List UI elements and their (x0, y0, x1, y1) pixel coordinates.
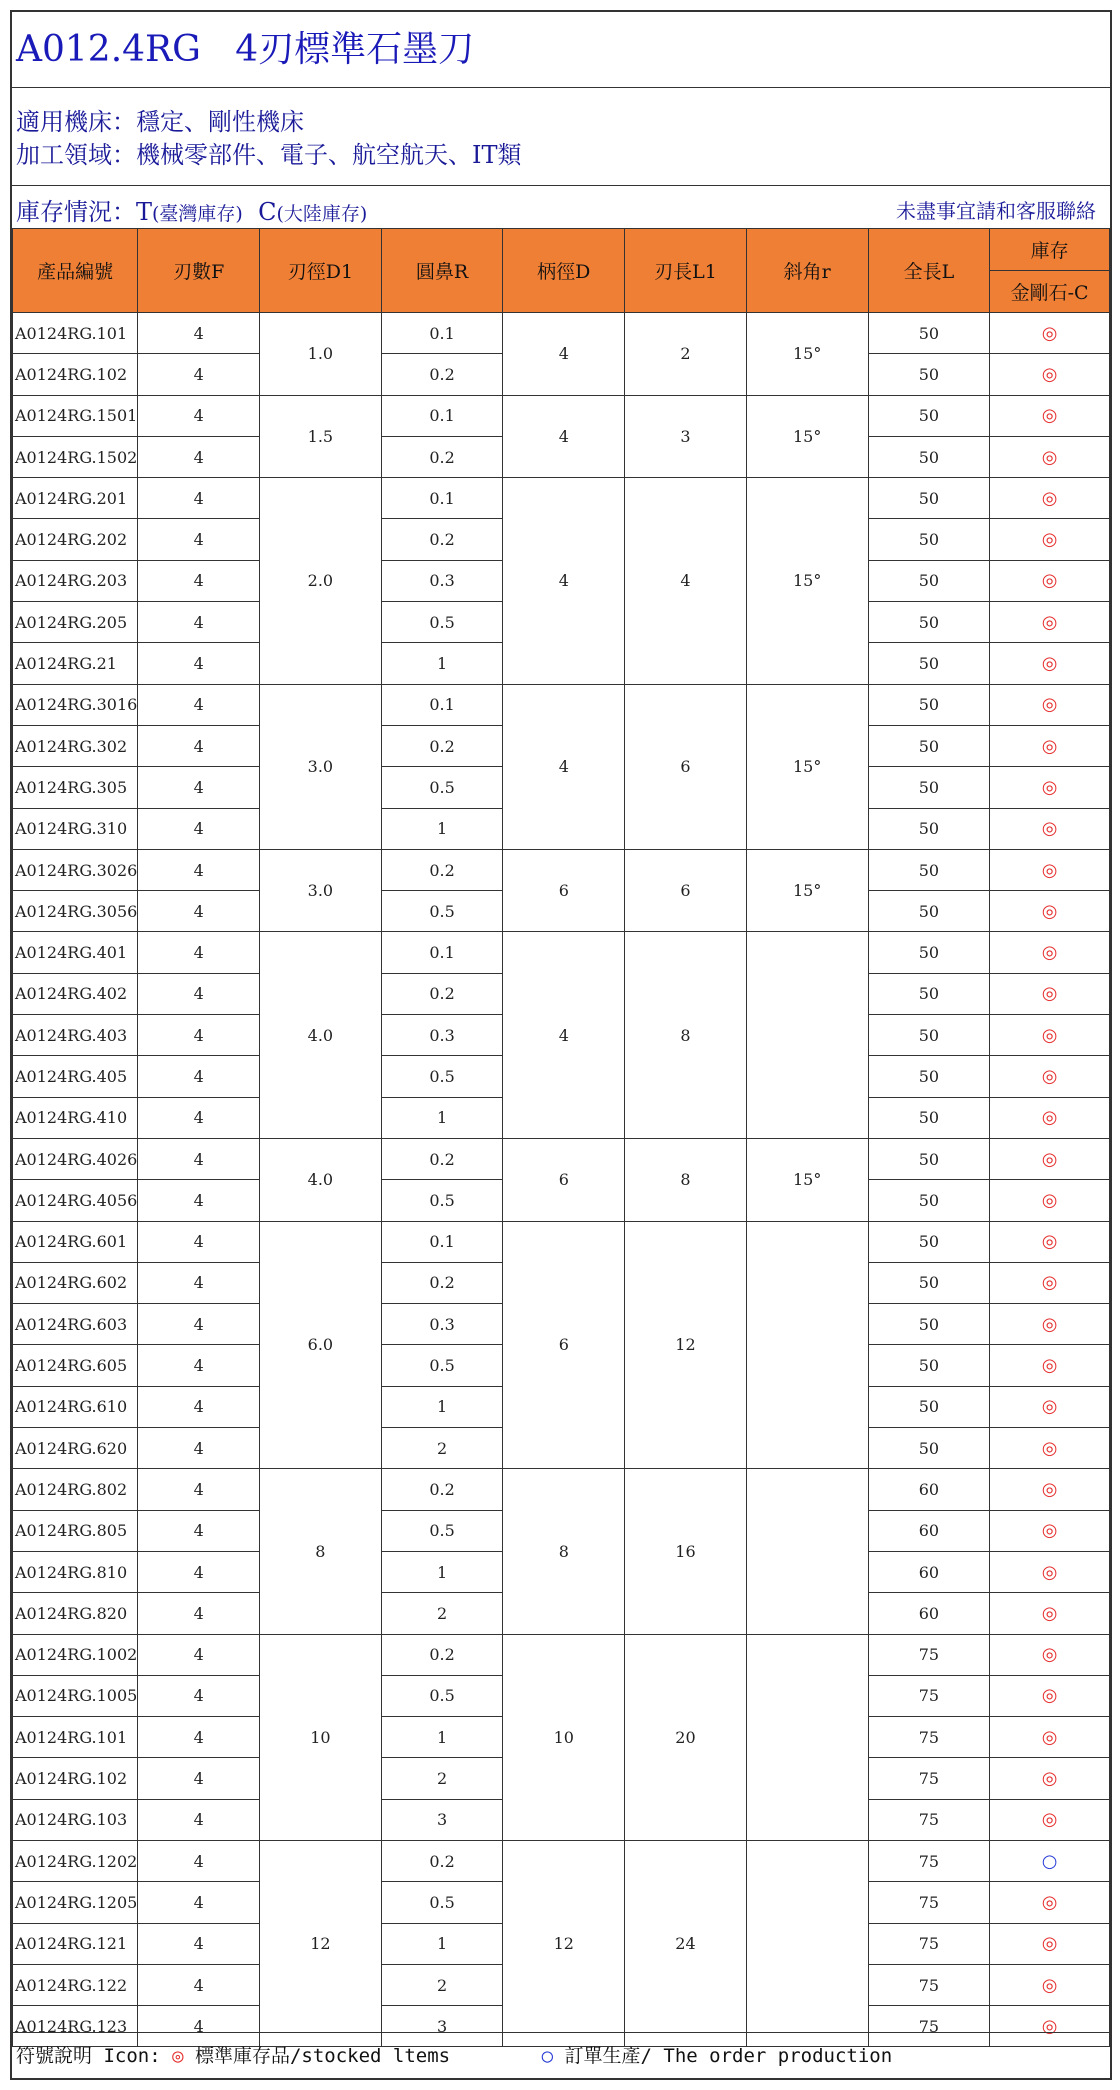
corner-radius: 0.5 (381, 1345, 503, 1386)
corner-radius: 0.1 (381, 932, 503, 973)
product-code: A0124RG.601 (13, 1221, 138, 1262)
flute-count: 4 (138, 1386, 260, 1427)
product-code: A0124RG.610 (13, 1386, 138, 1427)
product-code: A0124RG.3026 (13, 849, 138, 890)
cutting-length: 6 (625, 849, 747, 932)
flute-count: 4 (138, 1428, 260, 1469)
corner-radius: 0.1 (381, 684, 503, 725)
page-title: A012.4RG 4刃標準石墨刀 (12, 12, 1110, 88)
stocked-item-icon: ◎ (990, 849, 1110, 890)
machine-info: 適用機床：穩定、剛性機床 (16, 108, 304, 136)
shank-diameter: 4 (503, 313, 625, 396)
flute-count: 4 (138, 478, 260, 519)
stocked-item-icon: ◎ (990, 1428, 1110, 1469)
cutting-length: 4 (625, 478, 747, 684)
flute-count: 4 (138, 1138, 260, 1179)
flute-count: 4 (138, 313, 260, 354)
header-l: 全長L (868, 229, 990, 313)
flute-count: 4 (138, 1758, 260, 1799)
product-rows (13, 313, 1110, 2047)
stocked-item-icon: ◎ (990, 1469, 1110, 1510)
t-desc: (臺灣庫存) (152, 203, 243, 225)
shank-diameter: 10 (503, 1634, 625, 1840)
overall-length: 50 (868, 1304, 990, 1345)
stocked-item-icon: ◎ (990, 1510, 1110, 1551)
overall-length: 75 (868, 1964, 990, 2005)
order-production-icon: ○ (990, 1840, 1110, 1881)
product-code: A0124RG.401 (13, 932, 138, 973)
overall-length: 50 (868, 436, 990, 477)
flute-count: 4 (138, 1593, 260, 1634)
corner-radius: 0.2 (381, 725, 503, 766)
product-code: A0124RG.405 (13, 1056, 138, 1097)
cutting-diameter: 1.5 (260, 395, 382, 478)
product-code: A0124RG.602 (13, 1262, 138, 1303)
overall-length: 50 (868, 973, 990, 1014)
cutting-diameter: 4.0 (260, 1138, 382, 1221)
cutting-diameter: 1.0 (260, 313, 382, 396)
stocked-item-icon: ◎ (990, 973, 1110, 1014)
product-code: A0124RG.1205 (13, 1882, 138, 1923)
taper-angle (746, 1469, 868, 1634)
product-code: A0124RG.810 (13, 1551, 138, 1592)
stocked-item-icon: ◎ (990, 1593, 1110, 1634)
overall-length: 50 (868, 560, 990, 601)
stocked-item-icon: ◎ (990, 560, 1110, 601)
corner-radius: 0.5 (381, 1056, 503, 1097)
flute-count: 4 (138, 1634, 260, 1675)
overall-length: 50 (868, 354, 990, 395)
header-r: 圓鼻R (381, 229, 503, 313)
corner-radius: 0.1 (381, 313, 503, 354)
stock-legend (16, 192, 367, 227)
header-stock-sub: 金剛石-C (990, 271, 1110, 313)
flute-count: 4 (138, 1964, 260, 2005)
flute-count: 4 (138, 1799, 260, 1840)
cutting-diameter: 6.0 (260, 1221, 382, 1469)
corner-radius: 0.2 (381, 354, 503, 395)
product-code: A0124RG.102 (13, 1758, 138, 1799)
cutting-length: 3 (625, 395, 747, 478)
cutting-length: 20 (625, 1634, 747, 1840)
product-code: A0124RG.4026 (13, 1138, 138, 1179)
stocked-item-icon: ◎ (990, 1345, 1110, 1386)
shank-diameter: 6 (503, 1138, 625, 1221)
table-row (13, 1221, 1110, 1262)
product-code: A0124RG.310 (13, 808, 138, 849)
corner-radius: 1 (381, 1923, 503, 1964)
cutting-diameter: 2.0 (260, 478, 382, 684)
corner-radius: 0.2 (381, 436, 503, 477)
stocked-item-icon: ◎ (990, 1097, 1110, 1138)
shank-diameter: 8 (503, 1469, 625, 1634)
stocked-item-icon: ◎ (990, 354, 1110, 395)
stocked-item-icon: ◎ (990, 1551, 1110, 1592)
overall-length: 75 (868, 1840, 990, 1881)
stocked-item-icon: ◎ (990, 891, 1110, 932)
flute-count: 4 (138, 1717, 260, 1758)
flute-count: 4 (138, 1675, 260, 1716)
flute-count: 4 (138, 1510, 260, 1551)
table-row (13, 1138, 1110, 1179)
corner-radius: 0.2 (381, 1634, 503, 1675)
taper-angle (746, 1840, 868, 2046)
stocked-item-icon: ◎ (990, 1056, 1110, 1097)
stocked-item-icon: ◎ (990, 1882, 1110, 1923)
product-code: A0124RG.305 (13, 767, 138, 808)
flute-count: 4 (138, 1262, 260, 1303)
overall-length: 75 (868, 2006, 990, 2047)
stocked-item-icon: ◎ (990, 313, 1110, 354)
c-code: C (242, 198, 277, 226)
header-angle: 斜角r (746, 229, 868, 313)
product-code: A0124RG.21 (13, 643, 138, 684)
cutting-length: 12 (625, 1221, 747, 1469)
stocked-item-icon: ◎ (990, 1221, 1110, 1262)
flute-count: 4 (138, 1469, 260, 1510)
stock-info-bar (12, 186, 1110, 228)
table-row (13, 849, 1110, 890)
stocked-item-icon: ◎ (990, 2006, 1110, 2047)
header-code: 產品編號 (13, 229, 138, 313)
overall-length: 75 (868, 1799, 990, 1840)
corner-radius: 0.1 (381, 1221, 503, 1262)
overall-length: 50 (868, 932, 990, 973)
shank-diameter: 4 (503, 684, 625, 849)
stocked-item-icon: ◎ (990, 1717, 1110, 1758)
flute-count: 4 (138, 2006, 260, 2047)
corner-radius: 2 (381, 1964, 503, 2005)
corner-radius: 0.5 (381, 1675, 503, 1716)
product-code: A0124RG.403 (13, 1015, 138, 1056)
overall-length: 75 (868, 1923, 990, 1964)
product-code: A0124RG.201 (13, 478, 138, 519)
product-sheet (10, 10, 1112, 2080)
legend-footer (12, 2032, 1110, 2078)
table-row (13, 478, 1110, 519)
flute-count: 4 (138, 1097, 260, 1138)
overall-length: 50 (868, 1428, 990, 1469)
shank-diameter: 6 (503, 1221, 625, 1469)
product-code: A0124RG.122 (13, 1964, 138, 2005)
overall-length: 60 (868, 1469, 990, 1510)
table-row (13, 1469, 1110, 1510)
flute-count: 4 (138, 849, 260, 890)
flute-count: 4 (138, 436, 260, 477)
cutting-length: 8 (625, 1138, 747, 1221)
stocked-item-icon: ◎ (990, 1262, 1110, 1303)
flute-count: 4 (138, 1015, 260, 1056)
stocked-item-icon: ◎ (990, 436, 1110, 477)
flute-count: 4 (138, 1180, 260, 1221)
flute-count: 4 (138, 519, 260, 560)
product-code: A0124RG.3056 (13, 891, 138, 932)
overall-length: 50 (868, 684, 990, 725)
info-section (12, 88, 1110, 186)
field-info: 加工領域：機械零部件、電子、航空航天、IT類 (16, 141, 522, 169)
header-flutes: 刃數F (138, 229, 260, 313)
flute-count: 4 (138, 725, 260, 766)
flute-count: 4 (138, 395, 260, 436)
product-code: A0124RG.1502 (13, 436, 138, 477)
corner-radius: 2 (381, 1758, 503, 1799)
cutting-diameter: 3.0 (260, 849, 382, 932)
flute-count: 4 (138, 1345, 260, 1386)
corner-radius: 0.2 (381, 1469, 503, 1510)
taper-angle (746, 1221, 868, 1469)
order-symbol-icon: ○ (541, 2045, 554, 2067)
corner-radius: 0.3 (381, 1304, 503, 1345)
overall-length: 50 (868, 767, 990, 808)
cutting-diameter: 4.0 (260, 932, 382, 1138)
flute-count: 4 (138, 1304, 260, 1345)
cutting-diameter: 3.0 (260, 684, 382, 849)
corner-radius: 2 (381, 1593, 503, 1634)
flute-count: 4 (138, 1056, 260, 1097)
stocked-item-icon: ◎ (990, 395, 1110, 436)
taper-angle (746, 1634, 868, 1840)
shank-diameter: 4 (503, 932, 625, 1138)
overall-length: 50 (868, 602, 990, 643)
taper-angle: 15° (746, 849, 868, 932)
flute-count: 4 (138, 1221, 260, 1262)
product-code: A0124RG.101 (13, 1717, 138, 1758)
overall-length: 50 (868, 1097, 990, 1138)
corner-radius: 0.5 (381, 1180, 503, 1221)
overall-length: 50 (868, 1056, 990, 1097)
stocked-item-icon: ◎ (990, 1180, 1110, 1221)
taper-angle: 15° (746, 478, 868, 684)
table-row (13, 1840, 1110, 1881)
corner-radius: 0.2 (381, 973, 503, 1014)
shank-diameter: 4 (503, 478, 625, 684)
cutting-length: 6 (625, 684, 747, 849)
corner-radius: 0.2 (381, 1840, 503, 1881)
cutting-diameter: 12 (260, 1840, 382, 2046)
corner-radius: 1 (381, 1551, 503, 1592)
product-code: A0124RG.620 (13, 1428, 138, 1469)
flute-count: 4 (138, 932, 260, 973)
flute-count: 4 (138, 767, 260, 808)
overall-length: 50 (868, 849, 990, 890)
product-code: A0124RG.1005 (13, 1675, 138, 1716)
header-d: 柄徑D (503, 229, 625, 313)
corner-radius: 0.3 (381, 1015, 503, 1056)
cutting-length: 16 (625, 1469, 747, 1634)
order-text: 訂單生產/ The order production (553, 2045, 893, 2067)
overall-length: 50 (868, 1180, 990, 1221)
product-code: A0124RG.1501 (13, 395, 138, 436)
flute-count: 4 (138, 354, 260, 395)
flute-count: 4 (138, 643, 260, 684)
product-code: A0124RG.1202 (13, 1840, 138, 1881)
flute-count: 4 (138, 1882, 260, 1923)
flute-count: 4 (138, 973, 260, 1014)
corner-radius: 0.2 (381, 519, 503, 560)
corner-radius: 3 (381, 1799, 503, 1840)
corner-radius: 0.1 (381, 395, 503, 436)
overall-length: 60 (868, 1510, 990, 1551)
corner-radius: 0.5 (381, 1510, 503, 1551)
overall-length: 50 (868, 725, 990, 766)
overall-length: 60 (868, 1551, 990, 1592)
stocked-item-icon: ◎ (990, 519, 1110, 560)
taper-angle: 15° (746, 395, 868, 478)
corner-radius: 0.3 (381, 560, 503, 601)
table-row (13, 313, 1110, 354)
header-l1: 刃長L1 (625, 229, 747, 313)
corner-radius: 0.2 (381, 1262, 503, 1303)
stock-label: 庫存情況：T (16, 198, 153, 226)
header-stock: 庫存 (990, 229, 1110, 271)
flute-count: 4 (138, 1923, 260, 1964)
corner-radius: 0.5 (381, 891, 503, 932)
product-code: A0124RG.402 (13, 973, 138, 1014)
stocked-item-icon: ◎ (990, 602, 1110, 643)
stocked-item-icon: ◎ (990, 1923, 1110, 1964)
product-code: A0124RG.102 (13, 354, 138, 395)
stocked-item-icon: ◎ (990, 1964, 1110, 2005)
product-code: A0124RG.121 (13, 1923, 138, 1964)
overall-length: 50 (868, 313, 990, 354)
stocked-item-icon: ◎ (990, 1758, 1110, 1799)
stocked-item-icon: ◎ (990, 1799, 1110, 1840)
taper-angle: 15° (746, 684, 868, 849)
shank-diameter: 6 (503, 849, 625, 932)
corner-radius: 0.1 (381, 478, 503, 519)
corner-radius: 0.5 (381, 1882, 503, 1923)
overall-length: 50 (868, 1345, 990, 1386)
cutting-diameter: 10 (260, 1634, 382, 1840)
overall-length: 75 (868, 1717, 990, 1758)
table-row (13, 395, 1110, 436)
overall-length: 50 (868, 1262, 990, 1303)
corner-radius: 0.5 (381, 767, 503, 808)
overall-length: 50 (868, 1138, 990, 1179)
overall-length: 75 (868, 1634, 990, 1675)
corner-radius: 1 (381, 1386, 503, 1427)
product-code: A0124RG.410 (13, 1097, 138, 1138)
taper-angle: 15° (746, 313, 868, 396)
overall-length: 75 (868, 1675, 990, 1716)
stocked-item-icon: ◎ (990, 643, 1110, 684)
taper-angle: 15° (746, 1138, 868, 1221)
product-table (12, 228, 1110, 2047)
overall-length: 50 (868, 808, 990, 849)
stocked-item-icon: ◎ (990, 1386, 1110, 1427)
product-code: A0124RG.302 (13, 725, 138, 766)
cutting-length: 8 (625, 932, 747, 1138)
overall-length: 50 (868, 643, 990, 684)
cutting-length: 24 (625, 1840, 747, 2046)
overall-length: 50 (868, 1386, 990, 1427)
product-code: A0124RG.3016 (13, 684, 138, 725)
stocked-text: 標準庫存品/stocked ltems (183, 2045, 451, 2067)
overall-length: 50 (868, 395, 990, 436)
header-d1: 刃徑D1 (260, 229, 382, 313)
legend-label: 符號說明 Icon: (16, 2045, 173, 2067)
table-row (13, 1634, 1110, 1675)
stocked-item-icon: ◎ (990, 1015, 1110, 1056)
corner-radius: 1 (381, 1097, 503, 1138)
stocked-item-icon: ◎ (990, 1304, 1110, 1345)
corner-radius: 1 (381, 1717, 503, 1758)
stocked-item-icon: ◎ (990, 767, 1110, 808)
cutting-length: 2 (625, 313, 747, 396)
shank-diameter: 4 (503, 395, 625, 478)
flute-count: 4 (138, 602, 260, 643)
product-code: A0124RG.103 (13, 1799, 138, 1840)
corner-radius: 0.5 (381, 602, 503, 643)
overall-length: 50 (868, 891, 990, 932)
stocked-item-icon: ◎ (990, 1634, 1110, 1675)
corner-radius: 3 (381, 2006, 503, 2047)
stocked-item-icon: ◎ (990, 932, 1110, 973)
product-code: A0124RG.802 (13, 1469, 138, 1510)
stocked-item-icon: ◎ (990, 478, 1110, 519)
flute-count: 4 (138, 1840, 260, 1881)
cutting-diameter: 8 (260, 1469, 382, 1634)
c-desc: (大陸庫存) (276, 203, 368, 225)
stocked-item-icon: ◎ (990, 684, 1110, 725)
stocked-item-icon: ◎ (990, 1675, 1110, 1716)
product-code: A0124RG.203 (13, 560, 138, 601)
product-code: A0124RG.123 (13, 2006, 138, 2047)
corner-radius: 0.2 (381, 1138, 503, 1179)
corner-radius: 0.2 (381, 849, 503, 890)
overall-length: 50 (868, 1015, 990, 1056)
stocked-item-icon: ◎ (990, 725, 1110, 766)
stocked-item-icon: ◎ (990, 808, 1110, 849)
product-code: A0124RG.1002 (13, 1634, 138, 1675)
overall-length: 60 (868, 1593, 990, 1634)
product-code: A0124RG.101 (13, 313, 138, 354)
product-code: A0124RG.603 (13, 1304, 138, 1345)
overall-length: 75 (868, 1882, 990, 1923)
product-code: A0124RG.605 (13, 1345, 138, 1386)
product-code: A0124RG.820 (13, 1593, 138, 1634)
shank-diameter: 12 (503, 1840, 625, 2046)
overall-length: 75 (868, 1758, 990, 1799)
corner-radius: 1 (381, 643, 503, 684)
contact-note: 未盡事宜請和客服聯絡 (896, 199, 1096, 223)
overall-length: 50 (868, 1221, 990, 1262)
overall-length: 50 (868, 478, 990, 519)
product-code: A0124RG.4056 (13, 1180, 138, 1221)
table-row (13, 932, 1110, 973)
corner-radius: 1 (381, 808, 503, 849)
product-code: A0124RG.202 (13, 519, 138, 560)
table-row (13, 684, 1110, 725)
flute-count: 4 (138, 1551, 260, 1592)
flute-count: 4 (138, 808, 260, 849)
flute-count: 4 (138, 891, 260, 932)
stocked-item-icon: ◎ (990, 1138, 1110, 1179)
product-code: A0124RG.205 (13, 602, 138, 643)
product-code: A0124RG.805 (13, 1510, 138, 1551)
overall-length: 50 (868, 519, 990, 560)
stocked-symbol-icon: ◎ (172, 2045, 184, 2067)
corner-radius: 2 (381, 1428, 503, 1469)
flute-count: 4 (138, 684, 260, 725)
flute-count: 4 (138, 560, 260, 601)
taper-angle (746, 932, 868, 1138)
